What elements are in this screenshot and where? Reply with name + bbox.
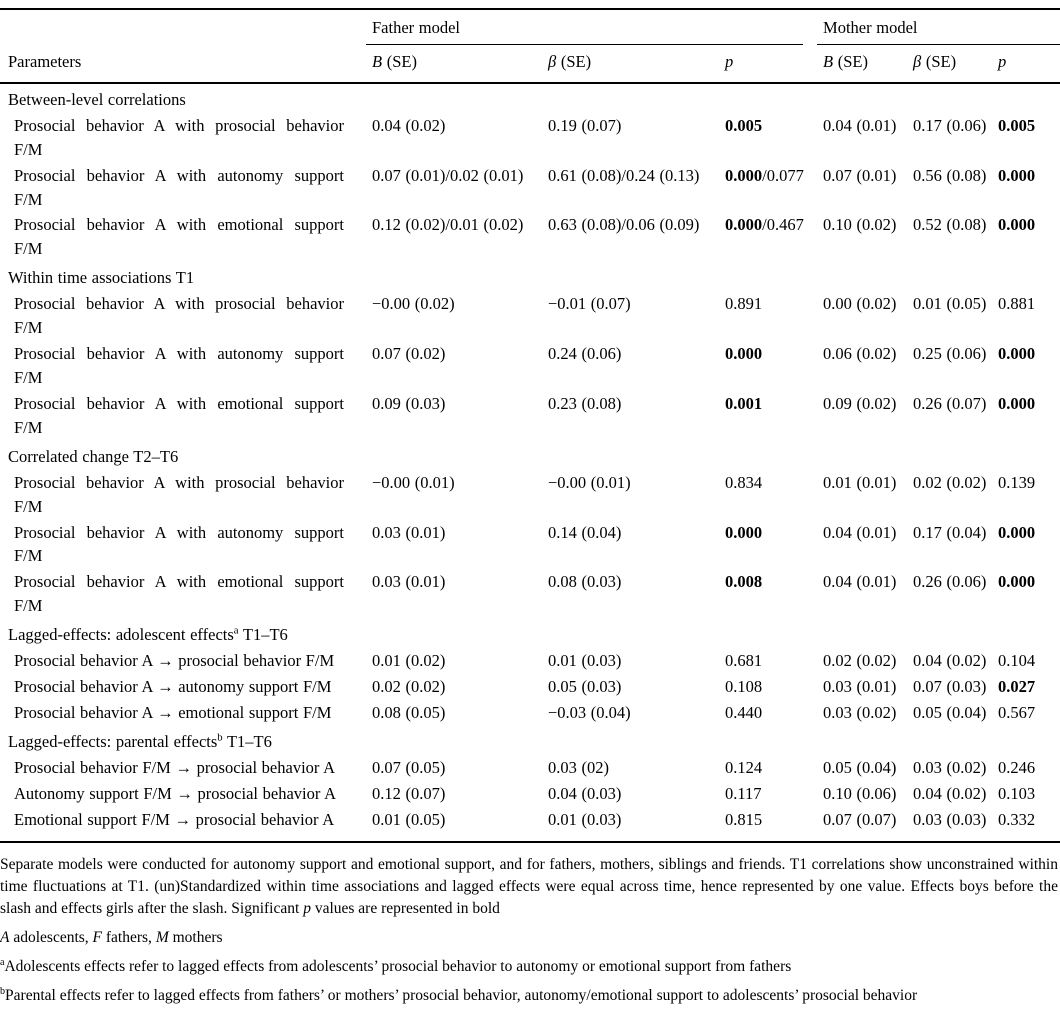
value-cell: 0.10 (0.02) bbox=[823, 215, 897, 235]
value-cell: 0.12 (0.02)/0.01 (0.02) bbox=[372, 215, 524, 235]
value-cell: 0.08 (0.05) bbox=[372, 702, 446, 722]
value-cell: 0.03 (02) bbox=[548, 757, 609, 777]
parameter-label: Emotional support F/M → prosocial behavior A bbox=[0, 807, 366, 842]
value-cell: 0.24 (0.06) bbox=[548, 344, 622, 364]
value-cell: 0.04 (0.02) bbox=[913, 651, 987, 671]
value-cell: 0.01 (0.03) bbox=[542, 807, 719, 842]
value-cell: 0.03 (0.01) bbox=[823, 677, 897, 697]
value-cell: 0.05 (0.04) bbox=[823, 757, 897, 777]
parameter-label: Prosocial behavior A → emotional support F/M bbox=[14, 702, 332, 722]
table-row bbox=[0, 674, 1060, 700]
value-cell: −0.00 (0.01) bbox=[372, 472, 455, 492]
value-cell: 0.03 (0.02) bbox=[823, 702, 897, 722]
value-cell: 0.139 bbox=[998, 472, 1036, 492]
father-b-se-header: B (SE) bbox=[366, 45, 542, 83]
value-cell: 0.001 bbox=[725, 393, 763, 413]
table-body bbox=[0, 83, 1060, 842]
parameter-label: Prosocial behavior A → prosocial behavior F/M bbox=[14, 651, 335, 671]
value-cell: 0.08 (0.03) bbox=[548, 572, 622, 592]
table-row bbox=[0, 569, 1060, 619]
value-cell: 0.000 bbox=[998, 522, 1036, 542]
table-row bbox=[0, 781, 1060, 807]
value-cell: 0.63 (0.08)/0.06 (0.09) bbox=[548, 215, 700, 235]
mother-model-label: Mother model bbox=[817, 14, 1060, 45]
value-cell: 0.19 (0.07) bbox=[548, 115, 622, 135]
table-row bbox=[0, 470, 1060, 520]
value-cell: 0.03 (0.02) bbox=[913, 757, 987, 777]
value-cell: 0.815 bbox=[719, 807, 817, 842]
value-cell: 0.005 bbox=[725, 115, 763, 135]
value-cell: 0.04 (0.01) bbox=[823, 115, 897, 135]
section-row bbox=[0, 441, 1060, 470]
value-cell: 0.61 (0.08)/0.24 (0.13) bbox=[548, 165, 700, 185]
parameter-label: Prosocial behavior A with emotional support F/M bbox=[14, 215, 344, 259]
value-cell: 0.124 bbox=[725, 757, 763, 777]
father-model-label: Father model bbox=[366, 14, 803, 45]
value-cell: 0.04 (0.01) bbox=[823, 522, 897, 542]
father-model-group-header bbox=[366, 9, 817, 45]
value-cell: 0.10 (0.06) bbox=[823, 783, 897, 803]
value-cell: 0.108 bbox=[725, 677, 763, 697]
section-row bbox=[0, 726, 1060, 755]
parameter-label: Prosocial behavior A with prosocial behavior F/M bbox=[14, 115, 344, 159]
table-row bbox=[0, 163, 1060, 213]
value-cell: 0.02 (0.02) bbox=[372, 677, 446, 697]
value-cell: 0.25 (0.06) bbox=[913, 344, 987, 364]
value-cell: 0.000/0.077 bbox=[725, 165, 804, 185]
table-row bbox=[0, 648, 1060, 674]
value-cell: 0.03 (0.03) bbox=[907, 807, 992, 842]
table-row bbox=[0, 700, 1060, 726]
value-cell: 0.07 (0.03) bbox=[913, 677, 987, 697]
father-beta-se-header: β (SE) bbox=[542, 45, 719, 83]
table-row bbox=[0, 755, 1060, 781]
value-cell: 0.06 (0.02) bbox=[823, 344, 897, 364]
value-cell: 0.09 (0.03) bbox=[372, 393, 446, 413]
value-cell: 0.05 (0.03) bbox=[548, 677, 622, 697]
value-cell: 0.26 (0.06) bbox=[913, 572, 987, 592]
table-row bbox=[0, 520, 1060, 570]
parameter-label: Prosocial behavior F/M → prosocial behavior A bbox=[14, 757, 336, 777]
value-cell: 0.04 (0.01) bbox=[823, 572, 897, 592]
parameter-label: Prosocial behavior A with autonomy support F/M bbox=[14, 522, 344, 566]
value-cell: 0.07 (0.01)/0.02 (0.01) bbox=[372, 165, 524, 185]
value-cell: 0.681 bbox=[725, 651, 763, 671]
table-row bbox=[0, 341, 1060, 391]
value-cell: 0.440 bbox=[725, 702, 763, 722]
value-cell: 0.881 bbox=[998, 294, 1036, 314]
value-cell: 0.332 bbox=[992, 807, 1060, 842]
table-row bbox=[0, 113, 1060, 163]
father-p-header: p bbox=[719, 45, 817, 83]
section-label: Lagged-effects: adolescent effects$^a$ T1–T6 bbox=[8, 624, 288, 645]
parameter-label: Prosocial behavior A with prosocial behavior F/M bbox=[14, 294, 344, 338]
value-cell: 0.04 (0.03) bbox=[548, 783, 622, 803]
footnote-a: $^a$Adolescents effects refer to lagged effects from adolescents’ prosocial behavior to autonomy or emotional support from fathers bbox=[0, 956, 792, 975]
value-cell: 0.26 (0.07) bbox=[913, 393, 987, 413]
mother-b-se-header: B (SE) bbox=[817, 45, 907, 83]
table-row bbox=[0, 807, 1060, 842]
value-cell: 0.56 (0.08) bbox=[913, 165, 987, 185]
value-cell: 0.000 bbox=[998, 165, 1036, 185]
footnote-b: $^b$Parental effects refer to lagged effects from fathers’ or mothers’ prosocial behavior, autonomy/emotional support to adolescents’ prosocial behavior bbox=[0, 985, 918, 1004]
value-cell: 0.000 bbox=[998, 215, 1036, 235]
parameters-column-header: Parameters bbox=[0, 45, 366, 83]
table-footnotes bbox=[0, 843, 1060, 1021]
value-cell: 0.03 (0.01) bbox=[372, 522, 446, 542]
value-cell: 0.01 (0.05) bbox=[366, 807, 542, 842]
mother-p-header: p bbox=[992, 45, 1060, 83]
value-cell: 0.52 (0.08) bbox=[913, 215, 987, 235]
value-cell: 0.027 bbox=[998, 677, 1036, 697]
table-header bbox=[0, 9, 1060, 83]
value-cell: 0.000 bbox=[725, 344, 763, 364]
value-cell: 0.117 bbox=[725, 783, 762, 803]
value-cell: 0.01 (0.03) bbox=[548, 651, 622, 671]
section-row bbox=[0, 262, 1060, 291]
value-cell: 0.14 (0.04) bbox=[548, 522, 622, 542]
table-row bbox=[0, 212, 1060, 262]
value-cell: −0.03 (0.04) bbox=[548, 702, 631, 722]
value-cell: 0.03 (0.01) bbox=[372, 572, 446, 592]
parameter-label: Autonomy support F/M → prosocial behavior A bbox=[14, 783, 336, 803]
parameter-label: Prosocial behavior A with autonomy support F/M bbox=[14, 344, 344, 387]
value-cell: 0.07 (0.07) bbox=[817, 807, 907, 842]
value-cell: 0.567 bbox=[998, 702, 1036, 722]
value-cell: −0.01 (0.07) bbox=[548, 294, 631, 314]
value-cell: 0.07 (0.01) bbox=[823, 165, 897, 185]
mother-model-group-header bbox=[817, 9, 1060, 45]
value-cell: 0.01 (0.05) bbox=[913, 294, 987, 314]
parameter-label: Prosocial behavior A with emotional support F/M bbox=[14, 572, 344, 616]
parameter-label: Prosocial behavior A with prosocial behavior F/M bbox=[14, 472, 344, 516]
value-cell: 0.02 (0.02) bbox=[823, 651, 897, 671]
section-label: Within time associations T1 bbox=[8, 268, 195, 288]
abbreviations-note: A adolescents, F fathers, M mothers bbox=[0, 928, 223, 946]
value-cell: 0.008 bbox=[725, 572, 763, 592]
value-cell: 0.17 (0.06) bbox=[913, 115, 987, 135]
value-cell: 0.000 bbox=[998, 393, 1036, 413]
value-cell: 0.000 bbox=[998, 344, 1036, 364]
parameter-label: Prosocial behavior A → autonomy support F/M bbox=[14, 677, 332, 697]
value-cell: 0.891 bbox=[725, 294, 763, 314]
parameters-table bbox=[0, 8, 1060, 843]
table-row bbox=[0, 391, 1060, 441]
model-group-row bbox=[0, 9, 1060, 45]
value-cell: 0.000 bbox=[998, 572, 1036, 592]
value-cell: 0.000 bbox=[725, 522, 763, 542]
value-cell: 0.246 bbox=[998, 757, 1036, 777]
value-cell: 0.000/0.467 bbox=[725, 215, 804, 235]
value-cell: 0.17 (0.04) bbox=[913, 522, 987, 542]
value-cell: 0.09 (0.02) bbox=[823, 393, 897, 413]
value-cell: −0.00 (0.02) bbox=[372, 294, 455, 314]
value-cell: −0.00 (0.01) bbox=[548, 472, 631, 492]
value-cell: 0.05 (0.04) bbox=[913, 702, 987, 722]
value-cell: 0.104 bbox=[998, 651, 1036, 671]
value-cell: 0.01 (0.02) bbox=[372, 651, 446, 671]
section-label: Lagged-effects: parental effects$^b$ T1–T6 bbox=[8, 731, 272, 751]
value-cell: 0.02 (0.02) bbox=[913, 472, 987, 492]
value-cell: 0.103 bbox=[998, 783, 1036, 803]
value-cell: 0.12 (0.07) bbox=[372, 783, 446, 803]
general-note: Separate models were conducted for autonomy support and emotional support, and for fathers, mothers, siblings and friends. T1 correlations show unconstrained within time fluctuations at T1. (un)Standardized within time associations and lagged effects were equal across time, hence represented by one value. Effects boys before the slash and effects girls after the slash. Significant p values are represented in bold bbox=[0, 855, 1058, 917]
section-row bbox=[0, 619, 1060, 648]
section-label: Correlated change T2–T6 bbox=[8, 446, 179, 466]
parameter-label: Prosocial behavior A with emotional support F/M bbox=[14, 393, 344, 437]
section-row bbox=[0, 83, 1060, 113]
column-header-row bbox=[0, 45, 1060, 83]
mother-beta-se-header: β (SE) bbox=[907, 45, 992, 83]
value-cell: 0.04 (0.02) bbox=[372, 115, 446, 135]
empty-corner-cell bbox=[0, 9, 366, 45]
value-cell: 0.07 (0.02) bbox=[372, 344, 446, 364]
value-cell: 0.04 (0.02) bbox=[913, 783, 987, 803]
value-cell: 0.834 bbox=[725, 472, 763, 492]
section-label: Between-level correlations bbox=[8, 89, 186, 109]
parameter-label: Prosocial behavior A with autonomy support F/M bbox=[14, 165, 344, 209]
table-row bbox=[0, 291, 1060, 341]
value-cell: 0.005 bbox=[998, 115, 1036, 135]
value-cell: 0.00 (0.02) bbox=[823, 294, 897, 314]
value-cell: 0.23 (0.08) bbox=[548, 393, 622, 413]
value-cell: 0.01 (0.01) bbox=[823, 472, 897, 492]
value-cell: 0.07 (0.05) bbox=[372, 757, 446, 777]
